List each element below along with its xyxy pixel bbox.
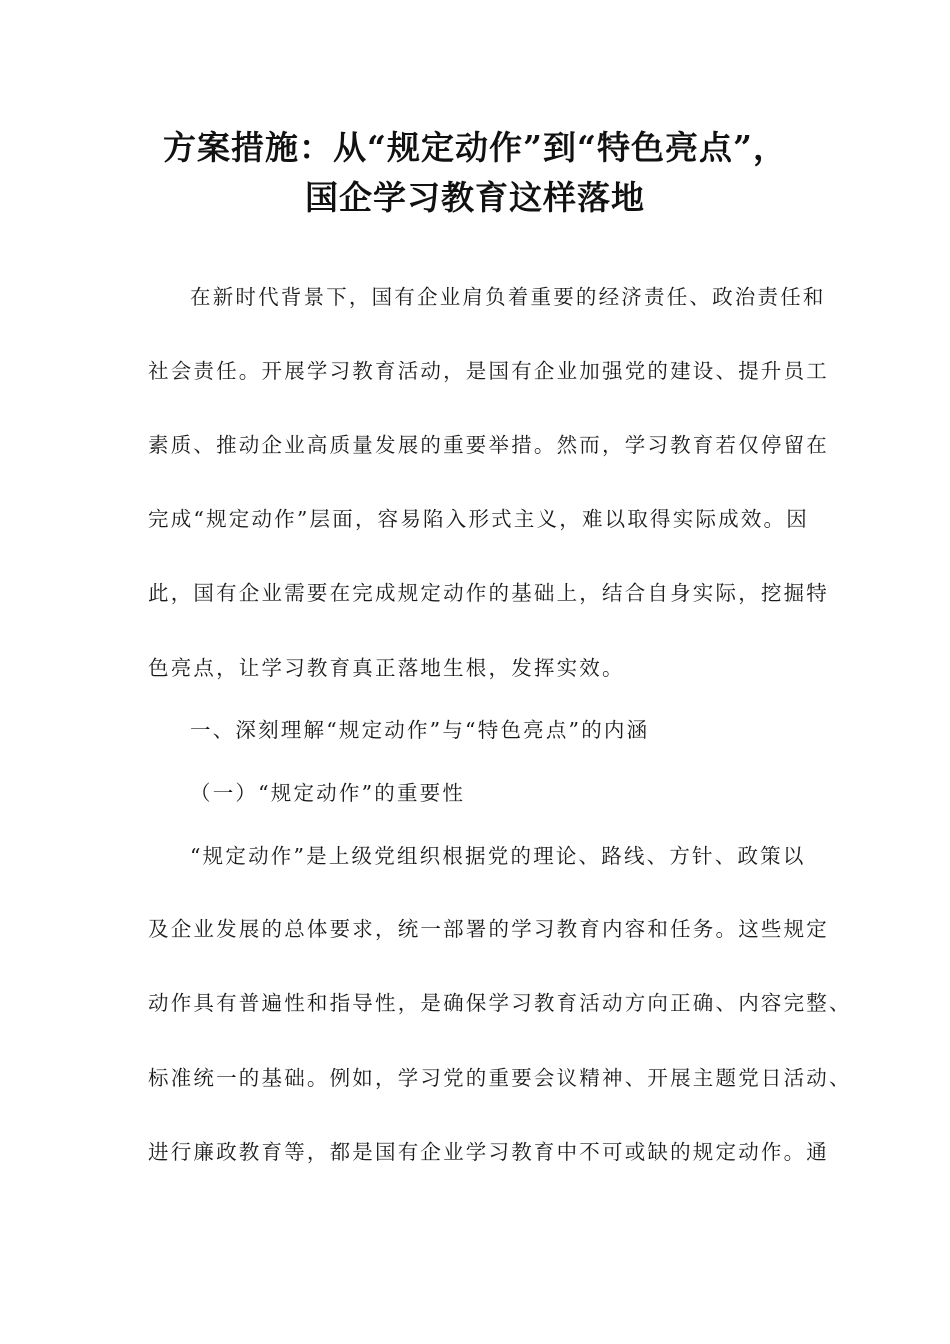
- paragraph-2-line-1: “规定动作”是上级党组织根据党的理论、路线、方针、政策以: [190, 844, 806, 868]
- subsection-1-heading: （一）“规定动作”的重要性: [190, 781, 466, 805]
- paragraph-2-line-5: 进行廉政教育等，都是国有企业学习教育中不可或缺的规定动作。通: [148, 1140, 829, 1164]
- paragraph-1-line-1: 在新时代背景下，国有企业肩负着重要的经济责任、政治责任和: [190, 285, 826, 309]
- document-title-line-2: 国企学习教育这样落地: [305, 178, 645, 217]
- section-1-heading: 一、深刻理解“规定动作”与“特色亮点”的内涵: [190, 718, 650, 742]
- paragraph-1-line-4: 完成“规定动作”层面，容易陷入形式主义，难以取得实际成效。因: [148, 507, 809, 531]
- document-title-line-1: 方案措施：从“规定动作”到“特色亮点”，: [163, 128, 787, 167]
- paragraph-2-line-4: 标准统一的基础。例如，学习党的重要会议精神、开展主题党日活动、: [148, 1066, 852, 1090]
- paragraph-2-line-2: 及企业发展的总体要求，统一部署的学习教育内容和任务。这些规定: [148, 917, 829, 941]
- paragraph-1-line-6: 色亮点，让学习教育真正落地生根，发挥实效。: [148, 656, 625, 680]
- paragraph-1-line-2: 社会责任。开展学习教育活动，是国有企业加强党的建设、提升员工: [148, 359, 829, 383]
- paragraph-1-line-3: 素质、推动企业高质量发展的重要举措。然而，学习教育若仅停留在: [148, 433, 829, 457]
- paragraph-1-line-5: 此，国有企业需要在完成规定动作的基础上，结合自身实际，挖掘特: [148, 581, 829, 605]
- paragraph-2-line-3: 动作具有普遍性和指导性，是确保学习教育活动方向正确、内容完整、: [148, 991, 852, 1015]
